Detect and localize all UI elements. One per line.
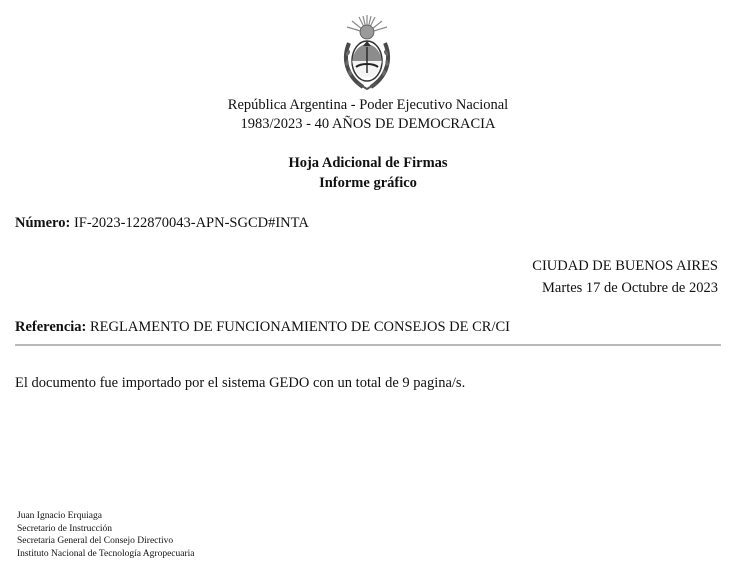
- signature-block: [17, 510, 195, 560]
- header-government-line: República Argentina - Poder Ejecutivo Nacional: [227, 97, 509, 113]
- signer-role: Secretario de Instrucción: [17, 523, 112, 534]
- signer-institution: Instituto Nacional de Tecnología Agropecuaria: [17, 548, 195, 559]
- referencia-value: REGLAMENTO DE FUNCIONAMIENTO DE CONSEJOS DE CR/CI: [90, 319, 510, 335]
- referencia-label: Referencia:: [15, 319, 87, 335]
- signer-name: Juan Ignacio Erquiaga: [17, 511, 102, 521]
- date-line: Martes 17 de Octubre de 2023: [542, 280, 718, 296]
- numero-label: Número:: [15, 215, 71, 231]
- numero-value: IF-2023-122870043-APN-SGCD#INTA: [73, 215, 309, 231]
- import-statement: El documento fue importado por el sistema GEDO con un total de 9 pagina/s.: [15, 375, 466, 391]
- numero-field: [15, 214, 309, 232]
- header-anniversary-line: 1983/2023 - 40 AÑOS DE DEMOCRACIA: [240, 116, 496, 132]
- city-line: CIUDAD DE BUENOS AIRES: [532, 258, 718, 274]
- document-subtitle: Informe gráfico: [319, 175, 417, 191]
- referencia-field: [15, 318, 510, 336]
- coat-of-arms-icon: [339, 13, 395, 93]
- document-title: Hoja Adicional de Firmas: [288, 155, 448, 171]
- section-divider: [15, 344, 721, 346]
- signer-office: Secretaria General del Consejo Directivo: [17, 536, 174, 546]
